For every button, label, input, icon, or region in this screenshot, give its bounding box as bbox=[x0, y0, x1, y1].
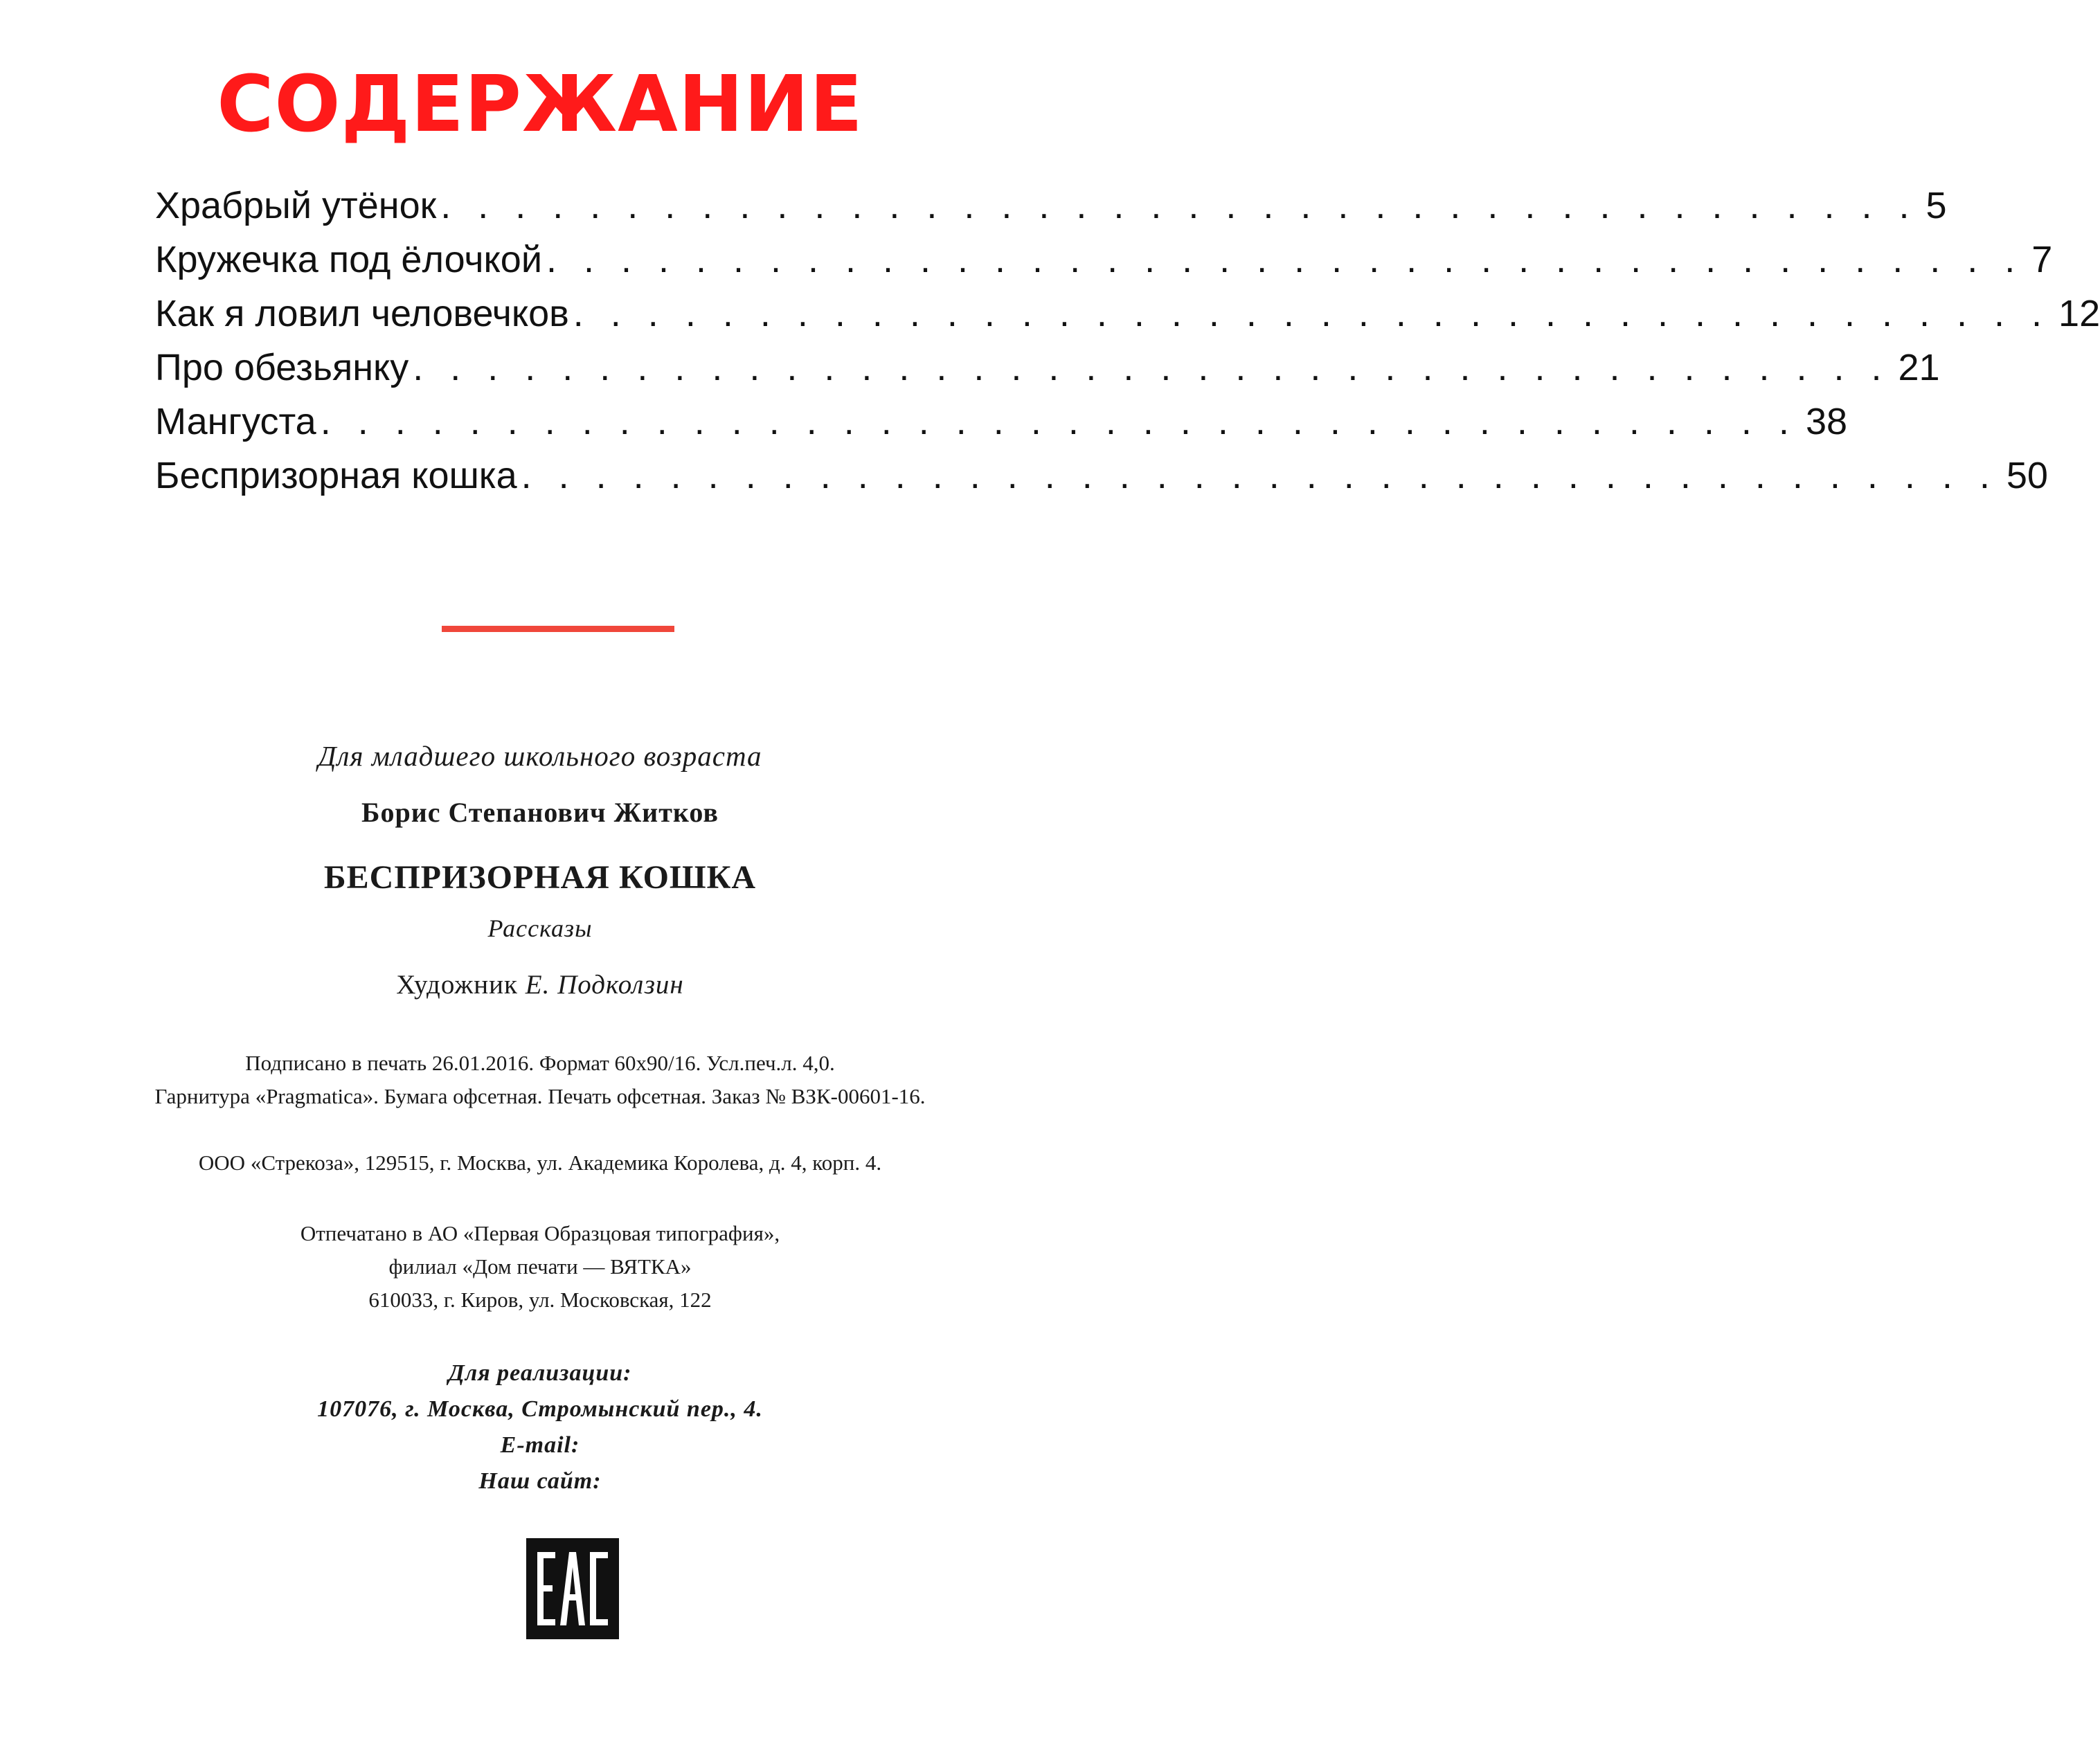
toc-entry-leader: . . . . . . . . . . . . . . . . . . . . . . . . . . . . . . . . . . . . . . . . bbox=[521, 455, 1998, 496]
toc-entry-title: Беспризорная кошка bbox=[155, 455, 517, 496]
print-details bbox=[0, 1047, 1080, 1113]
printer-info-line: Отпечатано в АО «Первая Образцовая типография», bbox=[300, 1221, 780, 1245]
illustrator-credit bbox=[0, 969, 1080, 1000]
print-details-line: Гарнитура «Pragmatica». Бумага офсетная. Печать офсетная. Заказ № ВЗК-00601-16. bbox=[154, 1084, 926, 1108]
toc-entry-leader: . . . . . . . . . . . . . . . . . . . . . . . . . . . . . . . . . . . . . . . . bbox=[440, 185, 1918, 226]
eac-mark-icon bbox=[526, 1538, 619, 1639]
toc-entry-leader: . . . . . . . . . . . . . . . . . . . . . . . . . . . . . . . . . . . . . . . . bbox=[573, 293, 2051, 334]
toc-entry-page: 50 bbox=[2006, 455, 2048, 496]
toc-entry-page: 38 bbox=[1805, 401, 1848, 442]
toc-entry-leader: . . . . . . . . . . . . . . . . . . . . . . . . . . . . . . . . . . . . . . . . bbox=[413, 347, 1890, 388]
toc-entry-title: Как я ловил человечков bbox=[155, 293, 569, 334]
toc-entry bbox=[155, 287, 2100, 341]
toc-entry-title: Про обезьянку bbox=[155, 347, 409, 388]
illustrator-name: Е. Подколзин bbox=[525, 970, 684, 1000]
author-name: Борис Степанович Житков bbox=[361, 797, 719, 828]
publisher-address: ООО «Стрекоза», 129515, г. Москва, ул. Академика Королева, д. 4, корп. 4. bbox=[198, 1151, 882, 1175]
sales-info-line: 107076, г. Москва, Стромынский пер., 4. bbox=[317, 1396, 763, 1422]
sales-info-line: Наш сайт: bbox=[478, 1468, 602, 1494]
toc-entry-title: Мангуста bbox=[155, 401, 316, 442]
illustrator-label: Художник bbox=[396, 970, 518, 1000]
toc-entry-leader: . . . . . . . . . . . . . . . . . . . . . . . . . . . . . . . . . . . . . . . . bbox=[320, 401, 1797, 442]
sales-info-line: Для реализации: bbox=[448, 1360, 632, 1386]
toc-entry bbox=[155, 341, 1940, 395]
section-divider bbox=[442, 626, 674, 632]
age-group: Для младшего школьного возраста bbox=[318, 740, 762, 772]
toc-entry-page: 12 bbox=[2058, 293, 2100, 334]
sales-info bbox=[0, 1355, 1080, 1499]
genre: Рассказы bbox=[487, 914, 593, 942]
sales-info-line: E-mail: bbox=[500, 1432, 580, 1458]
toc-entry-leader: . . . . . . . . . . . . . . . . . . . . . . . . . . . . . . . . . . . . . . . . bbox=[546, 239, 2024, 280]
printer-info-line: филиал «Дом печати — ВЯТКА» bbox=[388, 1254, 692, 1279]
toc-entry bbox=[155, 233, 2053, 287]
toc-entry-page: 5 bbox=[1926, 185, 1947, 226]
toc-entry bbox=[155, 395, 1848, 449]
toc-entry bbox=[155, 179, 1947, 233]
toc-entry-page: 21 bbox=[1898, 347, 1940, 388]
table-of-contents-title: СОДЕРЖАНИЕ bbox=[217, 60, 863, 150]
toc-entry-title: Храбрый утёнок bbox=[155, 185, 437, 226]
toc-entry bbox=[155, 449, 2048, 503]
table-of-contents bbox=[155, 179, 2100, 503]
book-title: БЕСПРИЗОРНАЯ КОШКА bbox=[323, 859, 757, 896]
toc-entry-title: Кружечка под ёлочкой bbox=[155, 239, 542, 280]
toc-entry-page: 7 bbox=[2031, 239, 2053, 280]
printer-info bbox=[0, 1217, 1080, 1317]
printer-info-line: 610033, г. Киров, ул. Московская, 122 bbox=[368, 1288, 712, 1312]
print-details-line: Подписано в печать 26.01.2016. Формат 60х90/16. Усл.печ.л. 4,0. bbox=[245, 1051, 835, 1075]
